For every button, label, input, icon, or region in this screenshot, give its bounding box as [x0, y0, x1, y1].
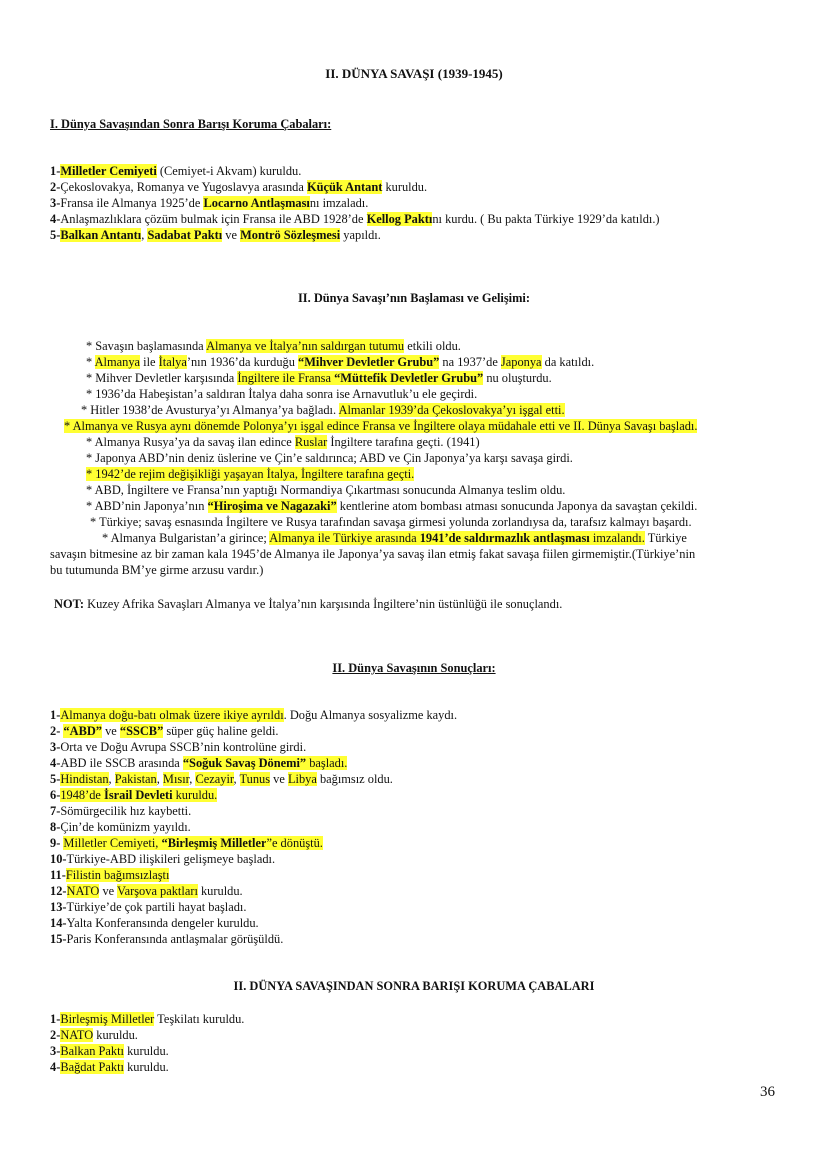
text-run: savaşın bitmesine az bir zaman kala 1945’de Almanya ile Japonya’ya savaş ilan etmiş fakat savaşa fiilen girmemiştir.(Türkiye’nin: [50, 547, 696, 561]
highlighted-text: kuruldu.: [172, 788, 218, 802]
highlighted-text: Varşova paktları: [117, 884, 198, 898]
highlighted-text: Cezayir: [195, 772, 234, 786]
text-run: ’nın 1936’da kurduğu: [186, 355, 298, 369]
text-run: *: [86, 355, 95, 369]
text-run: ,: [108, 772, 115, 786]
text-run: . Doğu Almanya sosyalizme kaydı.: [283, 708, 458, 722]
sec3-line: [50, 899, 246, 915]
sec3-line: [50, 803, 191, 819]
text-run: bu tutumunda BM’ye girme arzusu vardır.): [50, 563, 264, 577]
text-run: * ABD, İngiltere ve Fransa’nın yaptığı Normandiya Çıkartması sonucunda Almanya teslim oldu.: [86, 483, 566, 497]
text-run: * Savaşın başlamasında: [86, 339, 207, 353]
text-run: ,: [141, 228, 148, 242]
text-run: 15-: [50, 932, 67, 946]
text-run: 13-: [50, 900, 67, 914]
sec1-line: [50, 163, 301, 179]
text-run: * Mihver Devletler karşısında: [86, 371, 238, 385]
text-run: Orta ve Doğu Avrupa SSCB’nin kontrolüne girdi.: [60, 740, 307, 754]
text-run: Anlaşmazlıklara çözüm bulmak için Fransa ile ABD 1928’de: [60, 212, 367, 226]
sec1-line: [50, 227, 381, 243]
text-run: 2-: [50, 1028, 61, 1042]
highlighted-text: * Almanya ve Rusya aynı dönemde Polonya’yı işgal edince Fransa ve İngiltere olaya müdahale etti ve II. Dünya Savaşı başladı.: [64, 419, 698, 433]
highlighted-text: Birleşmiş Milletler: [60, 1012, 155, 1026]
sec3-line: [50, 867, 169, 883]
text-run: Paris Konferansında antlaşmalar görüşüldü.: [66, 932, 284, 946]
text-run: Sömürgecilik hız kaybetti.: [60, 804, 192, 818]
sec1-line: [50, 195, 368, 211]
highlighted-text: “Birleşmiş Milletler: [161, 836, 267, 850]
sec1-line: [50, 179, 427, 195]
text-run: 3-: [50, 196, 61, 210]
sec4-line: [50, 1043, 169, 1059]
text-run: 4-: [50, 756, 61, 770]
highlighted-text: Bağdat Paktı: [60, 1060, 124, 1074]
text-run: 2-: [50, 180, 61, 194]
sec3-line: [50, 707, 457, 723]
sec2-line: [50, 562, 263, 578]
text-run: süper güç haline geldi.: [163, 724, 279, 738]
sec4-line: [50, 1011, 244, 1027]
text-run: * Türkiye; savaş esnasında İngiltere ve Rusya tarafından savaşa girmesi yolunda zorlandıysa da, tarafsız kalmayı başardı.: [90, 515, 692, 529]
sec2-line: [86, 434, 480, 450]
highlighted-text: Montrö Sözleşmesi: [240, 228, 341, 242]
text-run: ve: [270, 772, 288, 786]
highlighted-text: Pakistan: [114, 772, 157, 786]
highlighted-text: * 1942’de rejim değişikliği yaşayan İtalya, İngiltere tarafına geçti.: [86, 467, 415, 481]
page-title: II. DÜNYA SAVAŞI (1939-1945): [325, 66, 503, 81]
text-run: ve: [222, 228, 241, 242]
sec3-line: [50, 883, 243, 899]
text-run: 7-: [50, 804, 61, 818]
text-run: kuruldu.: [124, 1044, 169, 1058]
text-run: kuruldu.: [93, 1028, 138, 1042]
text-run: 3-: [50, 740, 61, 754]
text-run: * Almanya Rusya’ya da savaş ilan edince: [86, 435, 295, 449]
highlighted-text: Libya: [287, 772, 317, 786]
highlighted-text: Almanya ile Türkiye arasında: [269, 531, 420, 545]
text-run: (Cemiyet-i Akvam) kuruldu.: [156, 164, 302, 178]
text-run: yapıldı.: [340, 228, 381, 242]
text-run: * 1936’da Habeşistan’a saldıran İtalya daha sonra ise Arnavutluk’u ele geçirdi.: [86, 387, 478, 401]
text-run: ,: [156, 772, 163, 786]
sec2-line: [86, 482, 565, 498]
sec3-line: [50, 723, 279, 739]
highlighted-text: Sadabat Paktı: [147, 228, 223, 242]
sec3-line: [50, 771, 393, 787]
highlighted-text: Balkan Antantı: [60, 228, 142, 242]
sec2-line: [86, 466, 414, 482]
text-run: 11-: [50, 868, 66, 882]
text-run: nı kurdu. ( Bu pakta Türkiye 1929’da katıldı.): [432, 212, 660, 226]
text-run: 5-: [50, 772, 61, 786]
highlighted-text: Locarno Antlaşması: [203, 196, 310, 210]
text-run: 12-: [50, 884, 67, 898]
text-run: nı imzaladı.: [309, 196, 369, 210]
text-run: 1-: [50, 164, 61, 178]
sec2-line: [86, 498, 697, 514]
sec3-line: [50, 835, 323, 851]
text-run: ve: [101, 724, 120, 738]
text-run: Çin’de komünizm yayıldı.: [60, 820, 191, 834]
sec2-line: [86, 338, 461, 354]
sec3-line: [50, 931, 283, 947]
highlighted-text: İsrail Devleti: [104, 788, 173, 802]
highlighted-text: “ABD”: [63, 724, 102, 738]
sec3-line: [50, 739, 306, 755]
sec3-line: [50, 819, 191, 835]
text-run: 6-: [50, 788, 61, 802]
text-run: NOT:: [54, 597, 85, 611]
sec3-line: [50, 915, 259, 931]
note-line: [54, 596, 562, 612]
highlighted-text: Küçük Antant: [306, 180, 383, 194]
highlighted-text: “Soğuk Savaş Dönemi”: [182, 756, 307, 770]
sec3-line: [50, 787, 217, 803]
highlighted-text: Ruslar: [294, 435, 328, 449]
highlighted-text: NATO: [60, 1028, 94, 1042]
sec3-line: [50, 851, 275, 867]
highlighted-text: ”e dönüştü.: [266, 836, 323, 850]
sec2-line: [86, 450, 573, 466]
text-run: Yalta Konferansında dengeler kuruldu.: [66, 916, 259, 930]
section3-heading: II. Dünya Savaşının Sonuçları:: [332, 661, 496, 675]
text-run: Fransa ile Almanya 1925’de: [60, 196, 204, 210]
highlighted-text: İngiltere ile Fransa: [237, 371, 335, 385]
sec2-line: [86, 354, 594, 370]
text-run: Kuzey Afrika Savaşları Almanya ve İtalya’nın karşısında İngiltere’nin üstünlüğü ile sonuçlandı.: [84, 597, 563, 611]
sec2-line: [86, 386, 477, 402]
highlighted-text: Almanya ve İtalya’nın saldırgan tutumu: [206, 339, 405, 353]
text-run: 3-: [50, 1044, 61, 1058]
text-run: Çekoslovakya, Romanya ve Yugoslavya arasında: [60, 180, 307, 194]
text-run: 5-: [50, 228, 61, 242]
highlighted-text: Almanlar 1939’da Çekoslovakya’yı işgal etti.: [338, 403, 565, 417]
text-run: 10-: [50, 852, 67, 866]
highlighted-text: 1948’de: [60, 788, 105, 802]
text-run: * Almanya Bulgaristan’a girince;: [102, 531, 270, 545]
text-run: ve: [99, 884, 118, 898]
text-run: 14-: [50, 916, 67, 930]
text-run: ile: [140, 355, 159, 369]
sec2-line: [81, 402, 565, 418]
section2-heading: II. Dünya Savaşı’nın Başlaması ve Gelişimi:: [297, 291, 531, 305]
highlighted-text: Milletler Cemiyeti: [60, 164, 157, 178]
text-run: * Hitler 1938’de Avusturya’yı Almanya’ya bağladı.: [81, 403, 339, 417]
highlighted-text: “Hiroşima ve Nagazaki”: [207, 499, 337, 513]
section1-heading: I. Dünya Savaşından Sonra Barışı Koruma Çabaları:: [50, 117, 332, 131]
text-run: 9-: [50, 836, 64, 850]
text-run: nu oluşturdu.: [483, 371, 552, 385]
text-run: Türkiye: [644, 531, 687, 545]
text-run: etkili oldu.: [404, 339, 461, 353]
text-run: da katıldı.: [541, 355, 595, 369]
text-run: Türkiye-ABD ilişkileri gelişmeye başladı.: [66, 852, 276, 866]
text-run: 8-: [50, 820, 61, 834]
highlighted-text: 1941’de saldırmazlık antlaşması: [419, 531, 590, 545]
text-run: ,: [233, 772, 240, 786]
sec2-line: [90, 514, 692, 530]
sec1-line: [50, 211, 660, 227]
sec2-line: [50, 546, 695, 562]
highlighted-text: Tunus: [239, 772, 271, 786]
highlighted-text: NATO: [66, 884, 100, 898]
text-run: kuruldu.: [382, 180, 428, 194]
text-run: 4-: [50, 1060, 61, 1074]
text-run: Teşkilatı kuruldu.: [154, 1012, 245, 1026]
highlighted-text: imzalandı.: [589, 531, 645, 545]
text-run: ABD ile SSCB arasında: [60, 756, 183, 770]
highlighted-text: Hindistan: [60, 772, 109, 786]
text-run: ,: [189, 772, 196, 786]
highlighted-text: başladı.: [306, 756, 348, 770]
highlighted-text: Mısır: [162, 772, 190, 786]
text-run: * ABD’nin Japonya’nın: [86, 499, 208, 513]
highlighted-text: Japonya: [500, 355, 542, 369]
text-run: 1-: [50, 708, 61, 722]
section4-heading: II. DÜNYA SAVAŞINDAN SONRA BARIŞI KORUMA ÇABALARI: [233, 979, 595, 993]
highlighted-text: Almanya: [94, 355, 141, 369]
text-run: * Japonya ABD’nin deniz üslerine ve Çin’e saldırınca; ABD ve Çin Japonya’ya karşı savaşa girdi.: [86, 451, 573, 465]
highlighted-text: Filistin bağımsızlaştı: [65, 868, 170, 882]
sec2-line: [102, 530, 687, 546]
highlighted-text: İtalya: [158, 355, 187, 369]
highlighted-text: Milletler Cemiyeti,: [63, 836, 162, 850]
highlighted-text: “Müttefik Devletler Grubu”: [334, 371, 484, 385]
text-run: İngiltere tarafına geçti. (1941): [327, 435, 480, 449]
text-run: bağımsız oldu.: [316, 772, 393, 786]
text-run: kentlerine atom bombası atması sonucunda Japonya da savaştan çekildi.: [336, 499, 698, 513]
text-run: 4-: [50, 212, 61, 226]
text-run: Türkiye’de çok partili hayat başladı.: [66, 900, 247, 914]
text-run: kuruldu.: [124, 1060, 169, 1074]
text-run: kuruldu.: [197, 884, 243, 898]
highlighted-text: Kellog Paktı: [366, 212, 433, 226]
highlighted-text: “Mihver Devletler Grubu”: [298, 355, 440, 369]
sec3-line: [50, 755, 347, 771]
text-run: na 1937’de: [439, 355, 501, 369]
sec4-line: [50, 1027, 138, 1043]
text-run: 2-: [50, 724, 64, 738]
sec2-line: [86, 370, 552, 386]
highlighted-text: Almanya doğu-batı olmak üzere ikiye ayrıldı: [60, 708, 284, 722]
sec4-line: [50, 1059, 169, 1075]
sec2-line: [64, 418, 697, 434]
highlighted-text: Balkan Paktı: [60, 1044, 124, 1058]
highlighted-text: “SSCB”: [119, 724, 164, 738]
text-run: 1-: [50, 1012, 61, 1026]
page-number: 36: [760, 1084, 775, 1100]
